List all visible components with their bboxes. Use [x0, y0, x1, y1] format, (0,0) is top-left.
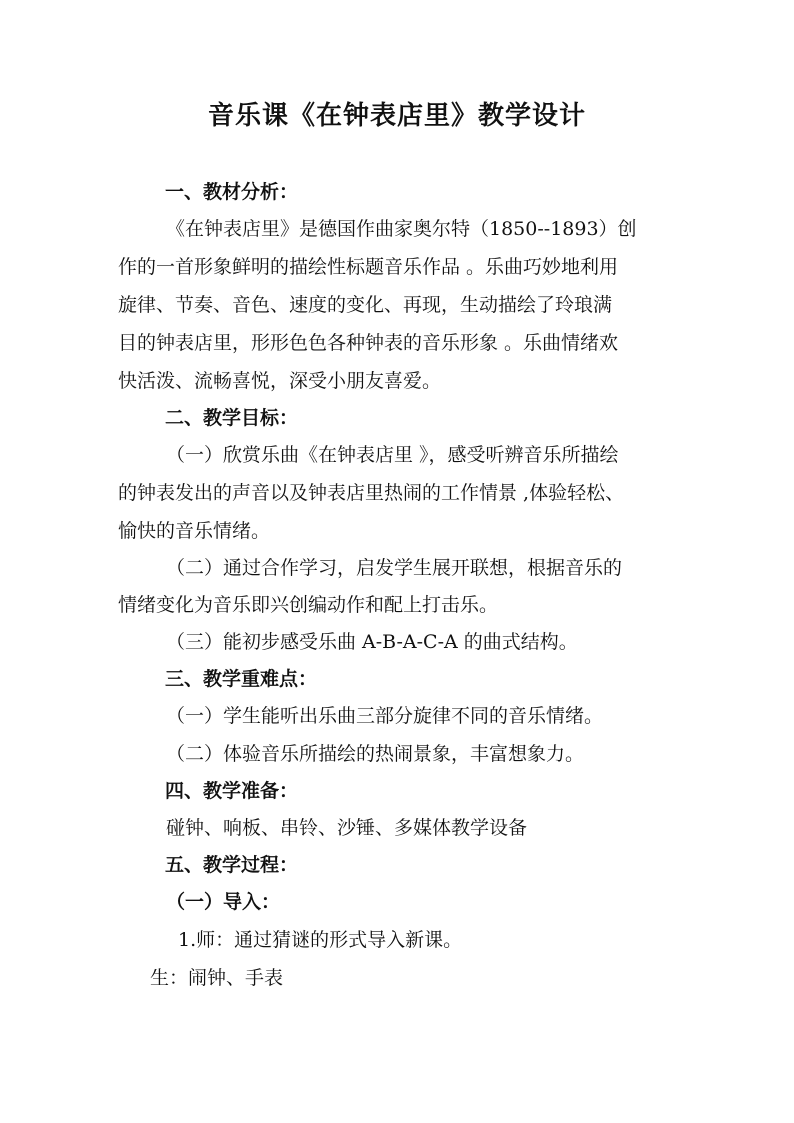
paragraph-line: 碰钟、响板、串铃、沙锤、多媒体教学设备: [166, 817, 528, 839]
document-title: 音乐课《在钟表店里》教学设计: [207, 101, 586, 131]
paragraph-line: 愉快的音乐情绪。: [118, 520, 271, 542]
paragraph-line: 情绪变化为音乐即兴创编动作和配上打击乐。: [118, 594, 499, 616]
paragraph-line: 的钟表发出的声音以及钟表店里热闹的工作情景 ,体验轻松、: [118, 482, 625, 504]
paragraph-line: （一）学生能听出乐曲三部分旋律不同的音乐情绪。: [166, 705, 604, 727]
sub-heading-introduction: （一）导入：: [166, 891, 281, 913]
paragraph-line: （三）能初步感受乐曲 A-B-A-C-A 的曲式结构。: [166, 631, 578, 653]
paragraph-line: 1.师：通过猜谜的形式导入新课。: [178, 929, 463, 951]
paragraph-line: 旋律、节奏、音色、速度的变化、再现，生动描绘了玲琅满: [118, 294, 613, 316]
paragraph-line: （二）体验音乐所描绘的热闹景象，丰富想象力。: [166, 743, 585, 765]
paragraph-line: 目的钟表店里，形形色色各种钟表的音乐形象 。乐曲情绪欢: [118, 332, 619, 354]
paragraph-line: 作的一首形象鲜明的描绘性标题音乐作品 。乐曲巧妙地利用: [118, 256, 619, 278]
section-heading-goals: 二、教学目标：: [165, 407, 299, 429]
paragraph-line: 《在钟表店里》是德国作曲家奥尔特（1850--1893）创: [166, 218, 637, 240]
paragraph-line: 快活泼、流畅喜悦，深受小朋友喜爱。: [118, 370, 442, 392]
paragraph-line: 生：闹钟、手表: [150, 967, 284, 989]
section-heading-key-points: 三、教学重难点：: [165, 668, 318, 690]
section-heading-preparation: 四、教学准备：: [165, 780, 299, 802]
section-heading-process: 五、教学过程：: [165, 854, 299, 876]
paragraph-line: （一）欣赏乐曲《在钟表店里 》，感受听辨音乐所描绘: [166, 444, 619, 466]
paragraph-line: （二）通过合作学习，启发学生展开联想，根据音乐的: [166, 557, 623, 579]
section-heading-materials: 一、教材分析：: [165, 181, 299, 203]
